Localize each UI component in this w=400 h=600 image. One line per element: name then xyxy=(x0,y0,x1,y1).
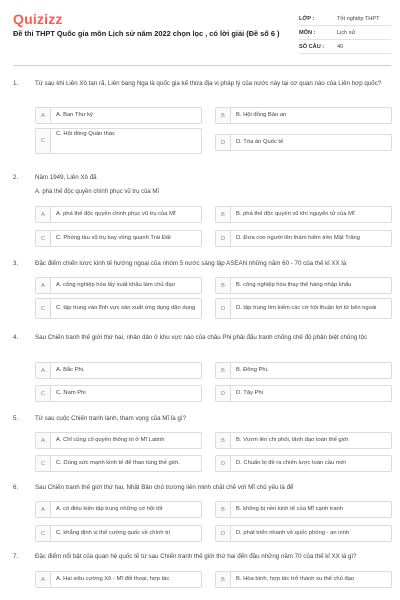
option-letter: B xyxy=(216,278,231,293)
option-text: A. phá thế độc quyền chinh phục vũ trụ của Mĩ xyxy=(56,210,176,217)
option-c[interactable] xyxy=(35,455,202,472)
option-letter: D xyxy=(216,526,231,541)
option-letter: B xyxy=(216,572,231,587)
option-c[interactable] xyxy=(35,298,202,319)
option-text: D. Chuẩn bị đề ra chiến lược toàn cầu mới xyxy=(236,459,346,466)
option-letter: C xyxy=(36,526,51,541)
worksheet-title: Đề thi THPT Quốc gia môn Lịch sử năm 2022 chọn lọc , có lời giải (Đề số 6 ) xyxy=(13,29,280,38)
question-text: Đặc điểm chiến lược kinh tế hướng ngoại của nhóm 5 nước sáng lập ASEAN những năm 60 - 70 của thế kỉ XX là xyxy=(35,260,347,267)
option-text: D. tập trung tìm kiếm các cơ hội thuận lợi từ bên ngoài xyxy=(236,304,377,311)
option-text: A. Bắc Phi. xyxy=(56,366,85,373)
meta-count-value: 40 xyxy=(337,43,344,50)
question-text: Từ sau cuộc Chiến tranh lạnh, tham vọng của Mĩ là gì? xyxy=(35,415,187,422)
option-letter: B xyxy=(216,433,231,448)
option-c[interactable] xyxy=(35,230,202,247)
question-answer-line: A. phá thế độc quyền chính phục vũ trụ của Mĩ xyxy=(35,189,160,195)
option-text: B. công nghiệp hóa thay thế hàng nhập khẩu xyxy=(236,281,352,288)
brand-logo: Quizizz xyxy=(13,11,63,27)
option-d[interactable] xyxy=(215,455,392,472)
option-text: B. Hòa bình, hợp tác trở thành xu thế chủ đạo xyxy=(236,575,355,582)
option-letter: A xyxy=(36,108,51,123)
option-letter: A xyxy=(36,363,51,378)
question-text: Sau Chiến tranh thế giới thứ hai, nhân dân ở khu vực nào của châu Phi phải đấu tranh chống chế độ phân biệt chủng tộc xyxy=(35,334,368,341)
meta-count-row xyxy=(299,40,391,54)
option-letter: D xyxy=(216,299,231,318)
option-d[interactable] xyxy=(215,525,392,542)
header-divider xyxy=(13,65,391,66)
option-letter: A xyxy=(36,207,51,222)
option-d[interactable] xyxy=(215,385,392,402)
option-a[interactable] xyxy=(35,501,202,518)
option-a[interactable] xyxy=(35,571,202,588)
option-text: A. công nghiệp hóa lấy xuất khẩu làm chủ đạo xyxy=(56,281,175,288)
option-letter: D xyxy=(216,456,231,471)
option-text: A. Chỉ củng cố quyền thống trị ở Mĩ Latinh xyxy=(56,436,165,443)
worksheet-header xyxy=(0,0,400,64)
option-b[interactable] xyxy=(215,206,392,223)
option-text: B. không bị nền kinh tế của Mĩ cạnh tranh xyxy=(236,505,343,512)
question-number: 4. xyxy=(13,334,19,341)
option-text: C. khẳng định vị thế cường quốc về chính trị xyxy=(56,529,171,536)
worksheet-meta xyxy=(299,12,391,54)
option-c[interactable] xyxy=(35,525,202,542)
option-a[interactable] xyxy=(35,277,202,294)
meta-subject-value: Lịch sử xyxy=(337,29,356,36)
option-letter: D xyxy=(216,386,231,401)
meta-subject-row xyxy=(299,26,391,40)
option-d[interactable] xyxy=(215,298,392,319)
option-text: D. phát triển nhanh về quốc phòng - an ninh xyxy=(236,529,350,536)
option-a[interactable] xyxy=(35,362,202,379)
option-d[interactable] xyxy=(215,134,392,151)
question-number: 3. xyxy=(13,260,19,267)
option-letter: B xyxy=(216,207,231,222)
option-letter: C xyxy=(36,129,51,153)
option-b[interactable] xyxy=(215,362,392,379)
option-text: C. tập trung vào lĩnh vực sản xuất ứng dụng dân dụng xyxy=(56,304,196,311)
option-letter: A xyxy=(36,572,51,587)
question-text: Sau Chiến tranh thế giới thứ hai, Nhật Bản chủ trương liên minh chặt chẽ với Mĩ chủ yếu là để xyxy=(35,484,294,491)
option-c[interactable] xyxy=(35,385,202,402)
question-number: 2. xyxy=(13,174,19,181)
option-b[interactable] xyxy=(215,432,392,449)
option-a[interactable] xyxy=(35,432,202,449)
meta-subject-label: MÔN : xyxy=(299,29,316,36)
question-text: Năm 1949, Liên Xô đã xyxy=(35,174,97,181)
question-number: 5. xyxy=(13,415,19,422)
question-text: Từ sau khi Liên Xô tan rã, Liên bang Nga là quốc gia kế thừa địa vị pháp lý của nước này tại cơ quan nào của Liên hợp quốc? xyxy=(35,80,382,87)
option-c[interactable] xyxy=(35,128,202,154)
option-letter: C xyxy=(36,456,51,471)
option-letter: A xyxy=(36,433,51,448)
option-b[interactable] xyxy=(215,501,392,518)
option-a[interactable] xyxy=(35,206,202,223)
meta-class-value: Tốt nghiệp THPT xyxy=(337,15,380,22)
question-number: 6. xyxy=(13,484,19,491)
question-number: 1. xyxy=(13,80,19,87)
option-letter: C xyxy=(36,231,51,246)
option-letter: B xyxy=(216,502,231,517)
option-b[interactable] xyxy=(215,107,392,124)
option-text: B. phá thế độc quyền vũ khí nguyên tử của Mĩ xyxy=(236,210,355,217)
option-text: B. Đông Phi. xyxy=(236,366,269,373)
meta-count-label: SỐ CÂU : xyxy=(299,43,325,50)
option-letter: C xyxy=(36,299,51,318)
option-letter: D xyxy=(216,135,231,150)
option-letter: B xyxy=(216,108,231,123)
option-text: C. Dùng sức mạnh kinh tế để thao túng thế giới. xyxy=(56,459,180,466)
option-letter: B xyxy=(216,363,231,378)
option-a[interactable] xyxy=(35,107,202,124)
option-text: D. Tòa án Quốc tế xyxy=(236,138,284,145)
option-letter: C xyxy=(36,386,51,401)
option-letter: D xyxy=(216,231,231,246)
option-b[interactable] xyxy=(215,571,392,588)
option-letter: A xyxy=(36,502,51,517)
question-number: 7. xyxy=(13,553,19,560)
option-text: C. Nam Phi xyxy=(56,389,86,396)
option-letter: A xyxy=(36,278,51,293)
option-d[interactable] xyxy=(215,230,392,247)
option-text: B. Hội đồng Bảo an xyxy=(236,111,287,118)
option-b[interactable] xyxy=(215,277,392,294)
option-text: A. Hai siêu cường Xô - Mĩ đối thoại, hợp tác xyxy=(56,575,170,582)
meta-class-row xyxy=(299,12,391,26)
option-text: C. Phóng tàu vũ trụ bay vòng quanh Trái Đất xyxy=(56,234,171,241)
meta-class-label: LỚP : xyxy=(299,15,315,22)
question-text: Đặc điểm nổi bật của quan hệ quốc tế từ sau Chiến tranh thế giới thứ hai đến đầu những năm 70 của thế kỉ XX là gì? xyxy=(35,553,357,560)
option-text: A. có điều kiện tập trung những cơ hội tốt xyxy=(56,505,163,512)
option-text: C. Hội đồng Quản thác xyxy=(56,131,115,137)
option-text: D. Tây Phi xyxy=(236,389,263,396)
option-text: D. Đưa con người lên thám hiểm trên Mặt Trăng xyxy=(236,234,361,241)
option-text: A. Ban Thư ký xyxy=(56,111,93,118)
option-text: B. Vươn lên chi phối, lãnh đạo toàn thế giới xyxy=(236,436,349,443)
